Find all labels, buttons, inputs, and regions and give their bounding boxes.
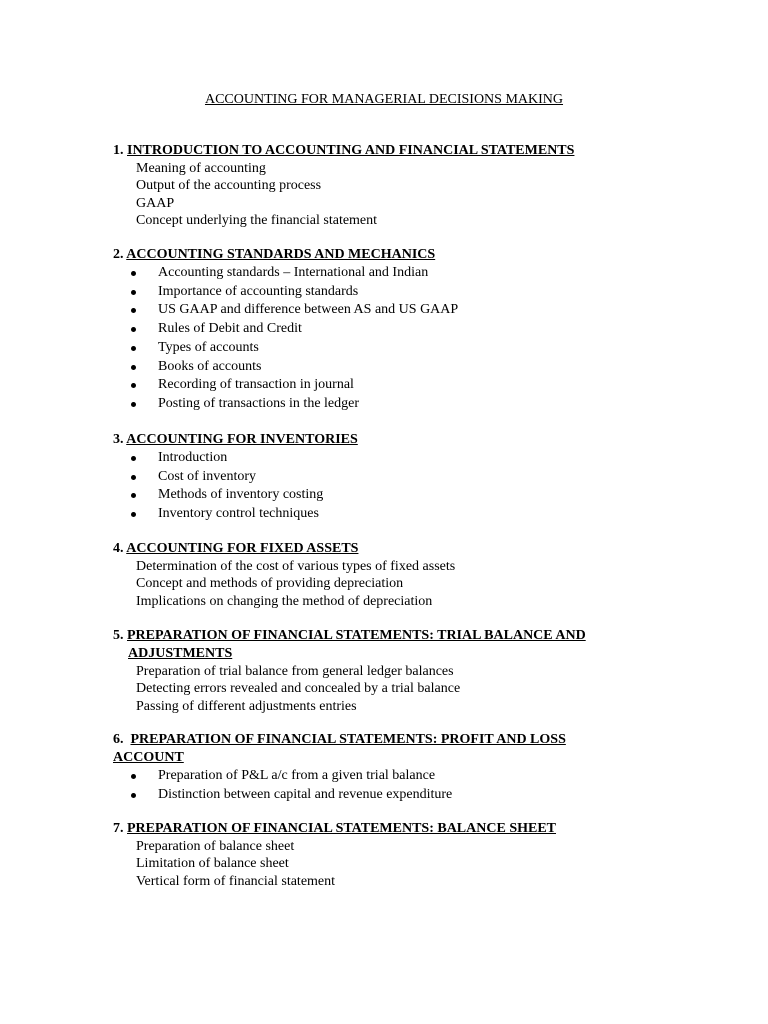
list-item <box>131 449 653 468</box>
section-title: PREPARATION OF FINANCIAL STATEMENTS: PROFIT AND LOSS <box>130 732 566 747</box>
topic-list <box>113 449 653 524</box>
list-item-text: Recording of transaction in journal <box>158 377 354 393</box>
section-number: 6. <box>113 732 124 747</box>
list-item-text: Distinction between capital and revenue expenditure <box>158 786 453 802</box>
bullet-icon <box>131 290 136 295</box>
list-item: Meaning of accounting <box>136 161 266 176</box>
list-item: Limitation of balance sheet <box>136 856 289 872</box>
section-1 <box>113 142 653 229</box>
section-title: PREPARATION OF FINANCIAL STATEMENTS: TRIAL BALANCE AND <box>127 628 586 643</box>
bullet-icon <box>131 512 136 517</box>
bullet-icon <box>131 327 136 332</box>
topic-list <box>113 838 653 890</box>
section-3 <box>113 431 653 524</box>
topic-list <box>113 264 653 414</box>
section-heading <box>113 431 653 449</box>
section-number: 1. <box>113 143 124 158</box>
section-heading <box>113 142 653 160</box>
bullet-icon <box>131 774 136 779</box>
list-item <box>131 786 653 805</box>
bullet-icon <box>131 456 136 461</box>
topic-list <box>113 160 653 229</box>
list-item <box>131 468 653 487</box>
topic-list <box>113 767 653 804</box>
list-item <box>131 505 653 524</box>
list-item-text: Books of accounts <box>158 358 262 374</box>
list-item <box>131 264 653 283</box>
section-title-continued: ACCOUNT <box>113 750 184 765</box>
section-title: PREPARATION OF FINANCIAL STATEMENTS: BALANCE SHEET <box>127 821 557 836</box>
list-item-text: Preparation of P&L a/c from a given trial balance <box>158 768 436 783</box>
list-item: Preparation of trial balance from general ledger balances <box>136 664 454 679</box>
section-title-continued: ADJUSTMENTS <box>128 646 233 661</box>
list-item: Detecting errors revealed and concealed by a trial balance <box>136 681 461 697</box>
topic-list <box>113 558 653 610</box>
section-heading <box>113 820 653 838</box>
section-7 <box>113 820 653 890</box>
section-heading-line <box>113 731 653 749</box>
list-item-text: Inventory control techniques <box>158 506 319 522</box>
list-item-text: Posting of transactions in the ledger <box>158 395 360 411</box>
bullet-icon <box>131 493 136 498</box>
bullet-icon <box>131 475 136 480</box>
list-item-text: Importance of accounting standards <box>158 283 359 299</box>
list-item <box>131 301 653 320</box>
bullet-icon <box>131 271 136 276</box>
list-item <box>131 395 653 414</box>
section-5 <box>113 627 653 715</box>
list-item <box>131 320 653 339</box>
list-item-text: Rules of Debit and Credit <box>158 321 302 337</box>
bullet-icon <box>131 383 136 388</box>
bullet-icon <box>131 402 136 407</box>
section-2 <box>113 246 653 414</box>
section-heading <box>113 540 653 558</box>
section-title: ACCOUNTING FOR INVENTORIES <box>126 432 358 447</box>
list-item: GAAP <box>136 195 175 211</box>
section-number: 3. <box>113 432 124 447</box>
section-heading <box>113 731 653 767</box>
list-item: Preparation of balance sheet <box>136 839 295 854</box>
bullet-icon <box>131 793 136 798</box>
section-number: 5. <box>113 628 124 643</box>
section-number: 7. <box>113 821 124 836</box>
list-item <box>131 283 653 302</box>
list-item-text: Introduction <box>158 450 228 465</box>
section-number: 4. <box>113 541 124 556</box>
list-item-text: Types of accounts <box>158 339 259 355</box>
list-item: Output of the accounting process <box>136 178 322 194</box>
topic-list <box>113 663 653 715</box>
list-item: Determination of the cost of various types of fixed assets <box>136 559 456 574</box>
bullet-icon <box>131 308 136 313</box>
section-title: ACCOUNTING FOR FIXED ASSETS <box>126 541 359 556</box>
list-item-text: Accounting standards – International and Indian <box>158 265 429 280</box>
section-heading <box>113 627 653 663</box>
list-item-text: Methods of inventory costing <box>158 487 324 503</box>
list-item: Implications on changing the method of depreciation <box>136 593 433 609</box>
section-heading-line <box>113 627 653 645</box>
list-item <box>131 358 653 377</box>
list-item <box>131 486 653 505</box>
section-title: INTRODUCTION TO ACCOUNTING AND FINANCIAL STATEMENTS <box>127 143 575 158</box>
list-item <box>131 376 653 395</box>
list-item <box>131 767 653 786</box>
section-4 <box>113 540 653 610</box>
section-6 <box>113 731 653 804</box>
list-item <box>131 339 653 358</box>
list-item: Vertical form of financial statement <box>136 873 336 889</box>
bullet-icon <box>131 346 136 351</box>
list-item: Concept underlying the financial statement <box>136 212 378 228</box>
section-heading <box>113 246 653 264</box>
list-item-text: US GAAP and difference between AS and US GAAP <box>158 302 459 318</box>
document-title: ACCOUNTING FOR MANAGERIAL DECISIONS MAKING <box>204 92 564 107</box>
section-number: 2. <box>113 247 124 262</box>
list-item: Concept and methods of providing depreciation <box>136 576 404 592</box>
list-item: Passing of different adjustments entries <box>136 698 357 714</box>
list-item-text: Cost of inventory <box>158 468 256 484</box>
section-title: ACCOUNTING STANDARDS AND MECHANICS <box>126 247 436 262</box>
bullet-icon <box>131 365 136 370</box>
